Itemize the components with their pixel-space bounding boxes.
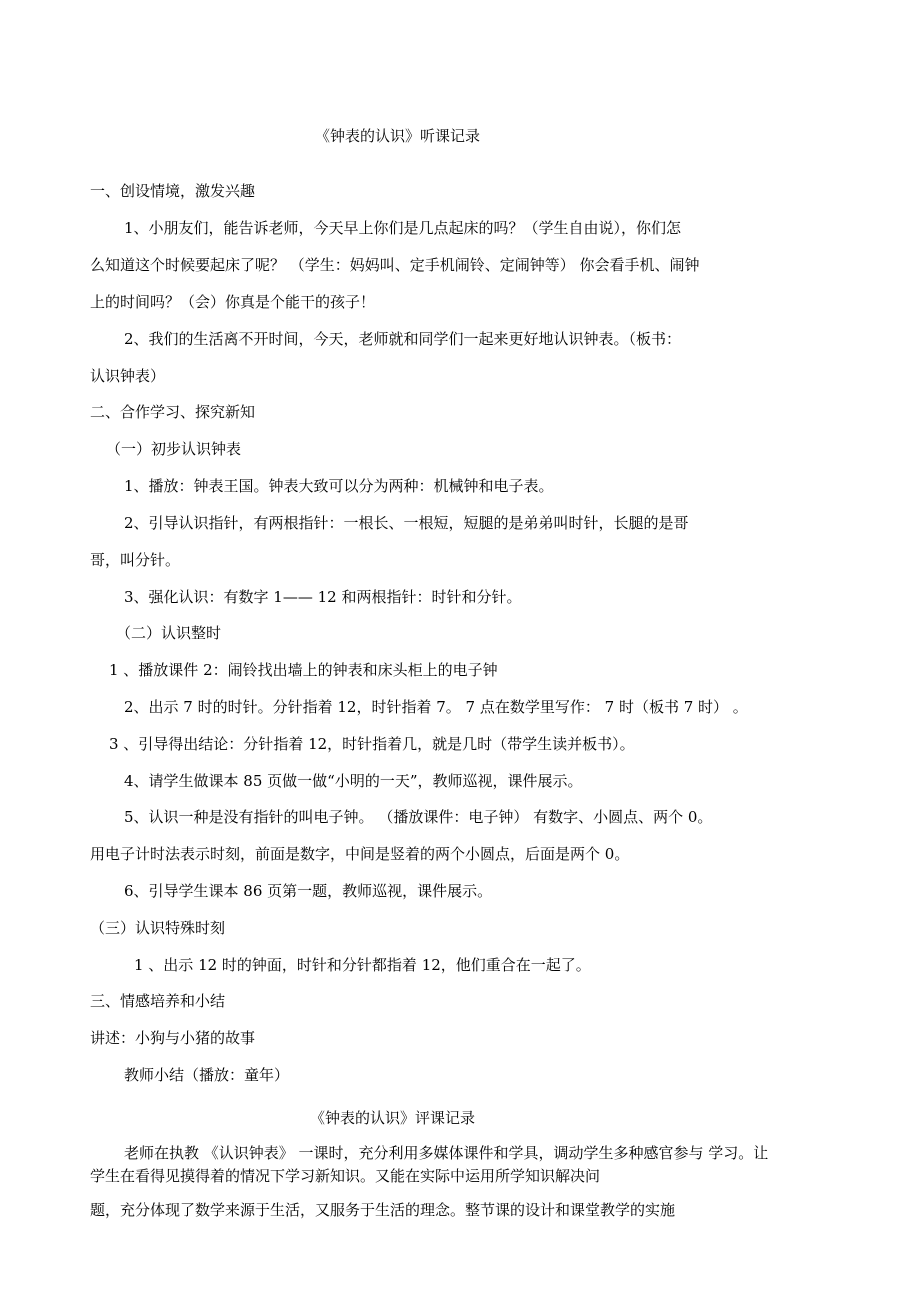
paragraph-line: 5、认识一种是没有指针的叫电子钟。 （播放课件：电子钟） 有数字、小圆点、两个 0。: [124, 808, 713, 826]
section-heading: 二、合作学习、探究新知: [90, 403, 256, 421]
paragraph-line: 么知道这个时候要起床了呢？ （学生：妈妈叫、定手机闹铃、定闹钟等） 你会看手机、闹钟: [90, 256, 700, 274]
review-line: 题，充分体现了数学来源于生活，又服务于生活的理念。整节课的设计和课堂教学的实施: [90, 1201, 676, 1219]
paragraph-line: 用电子计时法表示时刻，前面是数字，中间是竖着的两个小圆点，后面是两个 0。: [90, 845, 630, 863]
paragraph-line: 哥，叫分针。: [90, 551, 181, 569]
paragraph-line: 3 、引导得出结论：分针指着 12，时针指着几，就是几时（带学生读并板书）。: [109, 735, 635, 753]
paragraph-line: 1、小朋友们，能告诉老师，今天早上你们是几点起床的吗？（学生自由说），你们怎: [124, 219, 682, 237]
subsection-heading: （一）初步认识钟表: [106, 440, 242, 458]
paragraph-line: 讲述：小狗与小猪的故事: [90, 1029, 256, 1047]
paragraph-line: 6、引导学生课本 86 页第一题，教师巡视，课件展示。: [124, 882, 493, 900]
paragraph-line: 认识钟表）: [90, 367, 166, 385]
document-title: 《钟表的认识》听课记录: [315, 127, 481, 145]
paragraph-line: 4、请学生做课本 85 页做一做“小明的一天”，教师巡视，课件展示。: [124, 772, 583, 790]
section-heading: 一、创设情境，激发兴趣: [90, 182, 256, 200]
paragraph-line: 3、强化认识：有数字 1—— 12 和两根指针：时针和分针。: [124, 588, 522, 606]
paragraph-line: 教师小结（播放：童年）: [124, 1066, 290, 1084]
paragraph-line: 1 、出示 12 时的钟面，时针和分针都指着 12，他们重合在一起了。: [134, 956, 591, 974]
paragraph-line: 2、我们的生活离不开时间，今天，老师就和同学们一起来更好地认识钟表。（板书：: [124, 330, 682, 348]
review-line: 老师在执教 《认识钟表》 一课时，充分利用多媒体课件和学具，调动学生多种感官参与 学习。让: [124, 1144, 769, 1162]
paragraph-line: 1 、播放课件 2：闹铃找出墙上的钟表和床头柜上的电子钟: [109, 661, 498, 679]
subsection-heading: （三）认识特殊时刻: [90, 919, 226, 937]
section-heading: 三、情感培养和小结: [90, 992, 226, 1010]
subsection-heading: （二）认识整时: [116, 624, 222, 642]
paragraph-line: 上的时间吗？（会）你真是个能干的孩子！: [90, 293, 376, 311]
review-line: 学生在看得见摸得着的情况下学习新知识。又能在实际中运用所学知识解决问: [90, 1167, 601, 1185]
paragraph-line: 2、出示 7 时的时针。分针指着 12，时针指着 7。 7 点在数学里写作： 7 时（板书 7 时） 。: [124, 698, 748, 716]
review-title: 《钟表的认识》评课记录: [310, 1109, 476, 1127]
paragraph-line: 2、引导认识指针，有两根指针：一根长、一根短，短腿的是弟弟叫时针，长腿的是哥: [124, 514, 689, 532]
paragraph-line: 1、播放：钟表王国。钟表大致可以分为两种：机械钟和电子表。: [124, 477, 554, 495]
